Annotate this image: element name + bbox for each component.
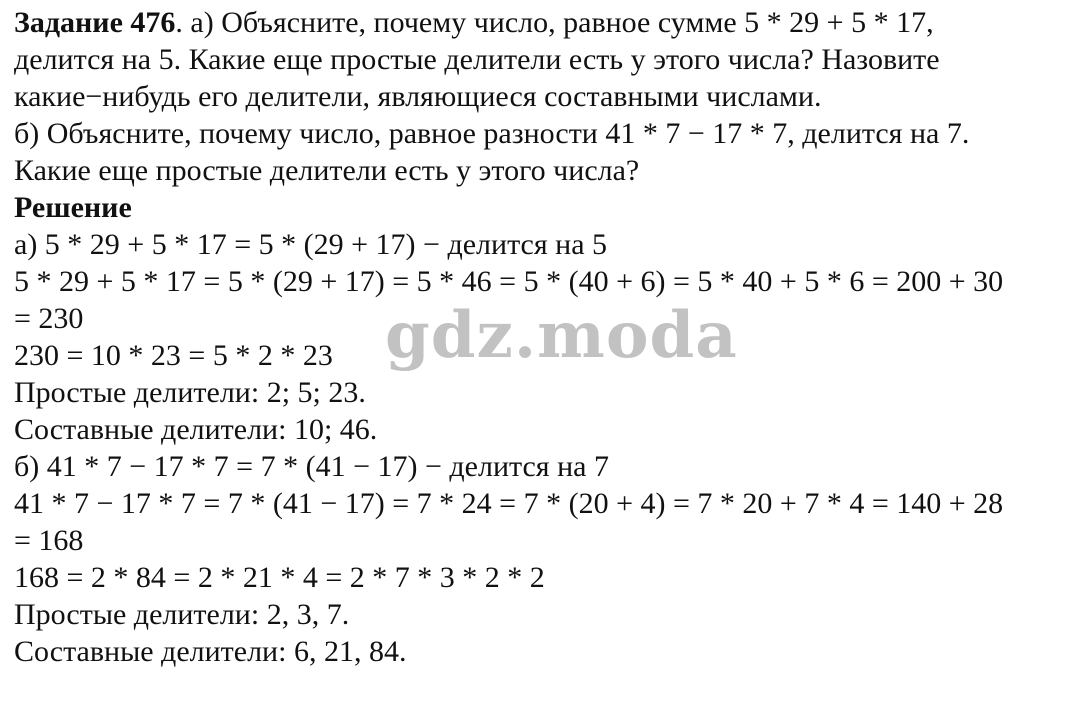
solution-line: 41 * 7 − 17 * 7 = 7 * (41 − 17) = 7 * 24 = 7 * (20 + 4) = 7 * 20 + 7 * 4 = 140 + 28 [14, 487, 1004, 520]
solution-line: Составные делители: 6, 21, 84. [14, 635, 407, 668]
solution-line: а) 5 * 29 + 5 * 17 = 5 * (29 + 17) − делится на 5 [14, 228, 608, 261]
solution-line: Простые делители: 2; 5; 23. [14, 376, 366, 409]
solution-heading: Решение [14, 191, 132, 224]
solution-line: = 230 [14, 302, 84, 335]
watermark: gdz.moda [385, 298, 738, 373]
task-line-4: б) Объясните, почему число, равное разности 41 * 7 − 17 * 7, делится на 7. [14, 117, 970, 150]
solution-line: Составные делители: 10; 46. [14, 413, 378, 446]
solution-line: б) 41 * 7 − 17 * 7 = 7 * (41 − 17) − делится на 7 [14, 450, 609, 483]
task-line-1 [14, 4, 1076, 41]
task-line-5: Какие еще простые делители есть у этого числа? [14, 154, 640, 187]
solution-line: Простые делители: 2, 3, 7. [14, 598, 350, 631]
task-line-3: какие−нибудь его делители, являющиеся составными числами. [14, 80, 822, 113]
task-line-2: делится на 5. Какие еще простые делители есть у этого числа? Назовите [14, 43, 940, 76]
task-label: Задание 476 [14, 6, 176, 39]
solution-line: 230 = 10 * 23 = 5 * 2 * 23 [14, 339, 333, 372]
solution-line: 5 * 29 + 5 * 17 = 5 * (29 + 17) = 5 * 46 = 5 * (40 + 6) = 5 * 40 + 5 * 6 = 200 + 30 [14, 265, 1004, 298]
solution-line: 168 = 2 * 84 = 2 * 21 * 4 = 2 * 7 * 3 * 2 * 2 [14, 561, 545, 594]
solution-line: = 168 [14, 524, 84, 557]
task-text-1: . а) Объясните, почему число, равное сумме 5 * 29 + 5 * 17, [175, 6, 934, 39]
